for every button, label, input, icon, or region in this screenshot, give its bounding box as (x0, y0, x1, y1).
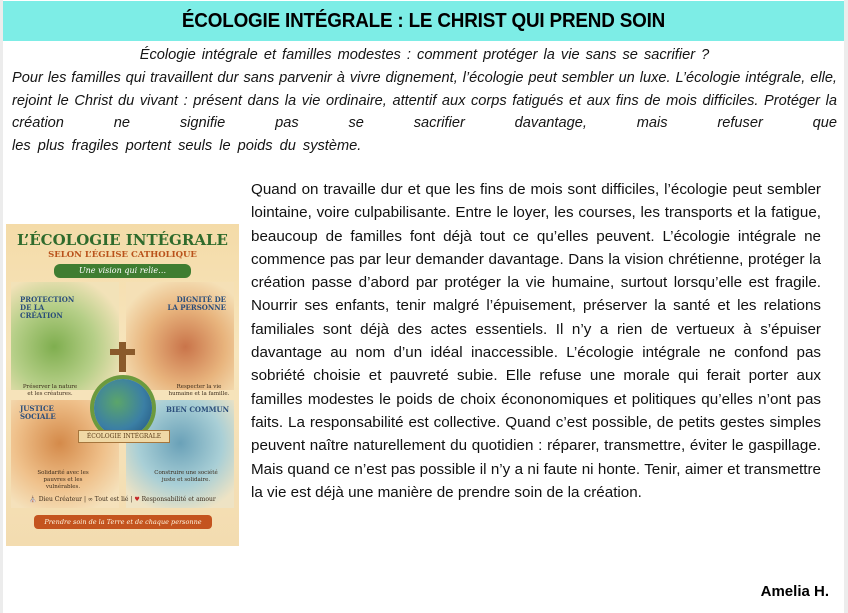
quadrant-caption-common-good: Construire une société juste et solidaire. (154, 470, 218, 483)
quadrant-caption-dignity: Respecter la vie humaine et la famille. (168, 384, 230, 397)
poster-footer-banner: Prendre soin de la Terre et de chaque personne (34, 515, 212, 529)
author-signature: Amelia H. (760, 583, 829, 600)
chain-link-icon: ∞ (87, 496, 93, 503)
footer-item-responsibility: Responsabilité et amour (141, 496, 216, 503)
center-ribbon: ÉCOLOGIE INTÉGRALE (78, 430, 170, 443)
illustration-poster (6, 224, 239, 546)
poster-band: Une vision qui relie… (54, 264, 191, 278)
poster-footer-icons: ⛪ Dieu Créateur | ∞ Tout est lié | ♥ Responsabilité et amour (29, 496, 216, 503)
page-title: ÉCOLOGIE INTÉGRALE : LE CHRIST QUI PREND SOIN (181, 9, 666, 32)
footer-item-creator: Dieu Créateur (38, 496, 83, 503)
footer-item-linked: Tout est lié (94, 496, 129, 503)
poster-title: L’ÉCOLOGIE INTÉGRALE (17, 231, 228, 249)
quadrant-label-justice: JUSTICE SOCIALE (20, 404, 56, 421)
church-icon: ⛪ (29, 496, 37, 503)
intro-last-line: les plus fragiles portent seuls le poids du système. (12, 138, 362, 155)
cross-icon (119, 342, 126, 372)
article-paragraph: Quand on travaille dur et que les fins de mois sont difficiles, l’écologie peut sembler lointaine, voire culpabilisante. Entre le loyer, les courses, les transports et la fatigue, beaucoup de familles font déjà tout ce qu’elles peuvent. L’écologie intégrale ne commence pas par leur demander davantage. Dans la vision chrétienne, protéger la création passe d’abord par protéger la vie humaine, surtout lorsqu’elle est fragile. Nourrir ses enfants, tenir malgré l’épuisement, préserver la santé et les relations familiales sont déjà des actes essentiels. Il n’y a rien de vertueux à s’épuiser davantage au nom d’un idéal inaccessible. L’écologie intégrale ne confond pas sobriété choisie et pauvreté subie. Elle refuse une morale qui ferait porter aux familles modestes le poids de choix écononomiques et politiques qu’elles n’ont pas faits. La responsabilité est collective. Quand c’est possible, de petits gestes simples peuvent naître naturellement du quotidien : réparer, transmettre, éviter le gaspillage. Mais quand ce n’est pas possible il n’y a ni faute ni honte. Tenir, aimer et transmettre la vie est déjà une manière de prendre soin de la création. (251, 181, 821, 501)
quadrant-label-common-good: BIEN COMMUN (166, 405, 230, 414)
quadrant-label-creation: PROTECTION DE LA CRÉATION (20, 295, 75, 320)
intro-paragraph: Pour les familles qui travaillent dur sans parvenir à vivre dignement, l’écologie peut sembler un luxe. L’écologie intégrale, elle, rejoint le Christ du vivant : présent dans la vie ordinaire, attentif aux corps fatigués et aux fins de mois difficiles. Protéger la création ne signifie pas se sacrifier davantage, mais refuser que (12, 69, 837, 132)
cross-icon-bar (110, 349, 135, 355)
quadrant-caption-creation: Préserver la nature et les créatures. (22, 384, 78, 397)
poster-subtitle: SELON L’ÉGLISE CATHOLIQUE (48, 250, 197, 260)
heart-icon: ♥ (134, 496, 140, 503)
article-body (251, 178, 821, 504)
intro-question: Écologie intégrale et familles modestes : comment protéger la vie sans se sacrifier ? (139, 47, 710, 63)
intro-section (12, 44, 837, 158)
page (3, 0, 844, 613)
title-bar (3, 1, 844, 41)
quadrant-caption-justice: Solidarité avec les pauvres et les vulnérables. (37, 470, 89, 490)
quadrant-label-dignity: DIGNITÉ DE LA PERSONNE (167, 295, 226, 312)
globe-icon (94, 379, 152, 437)
